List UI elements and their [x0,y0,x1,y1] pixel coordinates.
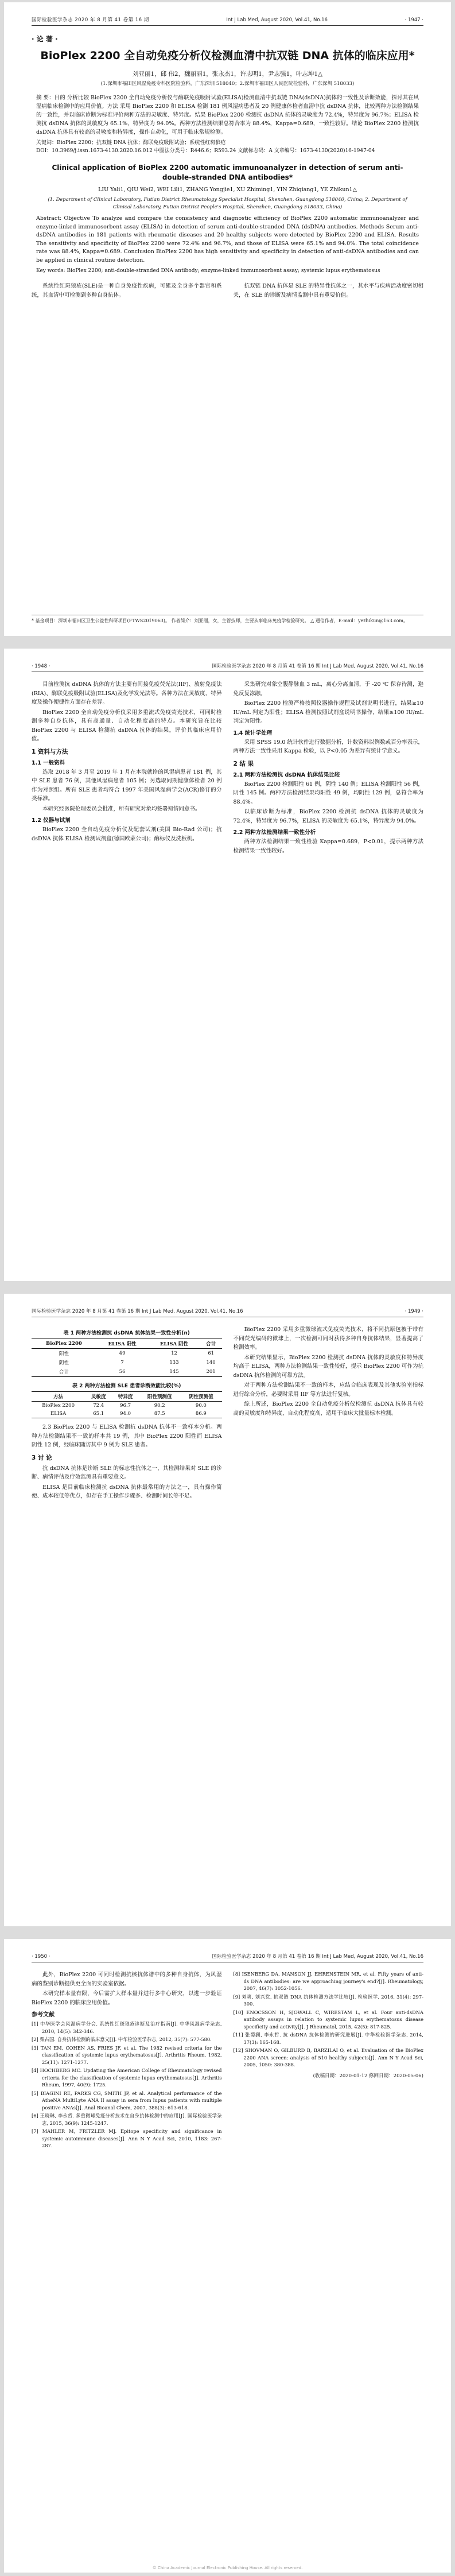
reference-item: [3] TAN EM, COHEN AS, FRIES JF, et al. The 1982 revised criteria for the classification of systemic lupus erythematosus[J]. Arthritis Rheum, 1982, 25(11): 1271-1277. [32,2044,222,2065]
body-paragraph: BioPlex 2200 检测严格按照仪器操作规程及试剂说明书进行，结果≥10 IU/mL 判定为阳性；ELISA 检测按照试剂盒说明书操作，结果≥100 IU/mL 判定为阳性。 [233,700,423,724]
keywords-en: Key words: BioPlex 2200; anti-double-stranded DNA antibody; enzyme-linked immunosorbent assay; systemic lupus erythematosus [36,268,380,274]
heading-results: 2 结 果 [233,760,254,767]
table-cell: 7 [120,1360,124,1365]
table-cell: 90.0 [195,1403,207,1409]
references-list [234,1970,424,2069]
table-cell: 阴性 [59,1360,69,1366]
page-header [32,16,423,26]
table-cell: 56 [96,1367,148,1377]
body-paragraph: BioPlex 2200 全自动免疫分析仪采用多重流式免疫荧光技术，可同时检测多种自身抗体，具有高通量、自动化程度高的特点。本研究旨在比较 BioPlex 2200 与 ELISA 检测抗 dsDNA 抗体的结果，评价其临床应用价值。 [32,709,222,742]
affiliation-cn: (1.深圳市福田区风湿免疫专科医院检验科，广东深圳 518040；2.深圳市福田区人民医院检验科，广东深圳 518033) [100,81,355,87]
heading-methods: 1 资料与方法 [32,748,68,755]
table-1-caption: 表 1 两种方法检测抗 dsDNA 抗体结果一致性分析(n) [63,1330,190,1336]
table-cell: ELISA [32,1410,85,1418]
authors-en: LIU Yali1, QIU Wei2, WEI Lili1, ZHANG Yongjie1, XU Zhiming1, YIN Zhiqiang1, YE Zhikun1△ [98,187,357,193]
body-paragraph: 本研究经医院伦理委员会批准，所有研究对象均签署知情同意书。 [42,805,201,812]
reference-item: [12] SHOVMAN O, GILBURD B, BARZILAI O, et al. Evaluation of the BioPlex 2200 ANA screen: analysis of 510 healthy subjects[J]. Ann N Y Acad Sci, 2005, 1050: 380-388. [233,2047,423,2067]
body-paragraph: 采用 SPSS 19.0 统计软件进行数据分析，计数资料以例数或百分率表示，两种方法一致性采用 Kappa 检验，以 P<0.05 为差异有统计学意义。 [233,739,423,754]
section-tag: · 论 著 · [32,35,58,43]
header-journal-en: Int J Lab Med, August 2020, Vol.41, No.16 [226,17,328,23]
table-cell: 阳性 [59,1351,69,1357]
body-paragraph: BioPlex 2200 采用多重微球流式免疫荧光技术，将不同抗原包被于带有不同荧光编码的微球上，一次检测可同时获得多种自身抗体结果，显著提高了检测效率。 [233,1326,423,1351]
body-paragraph: 此外，BioPlex 2200 可同时检测抗核抗体谱中的多种自身抗体，为风湿病的鉴别诊断提供更全面的实验室依据。 [32,1972,222,1987]
intro-right-column [234,282,424,301]
table-header-cell: 阳性预测值 [139,1392,180,1402]
document [0,2,455,2573]
keywords-cn: 关键词：BioPlex 2200；抗双链 DNA 抗体；酶联免疫吸附试验；系统性红斑狼疮 [36,140,226,146]
reference-item: [5] BIAGINI RE, PARKS CG, SMITH JP, et al. Analytical performance of the AtheNA MultiLyte ANA II assay in sera from lupus patients with multiple positive ANAs[J]. Anal Bioanal Chem, 2007, 388(3): 613-618. [32,2090,222,2111]
page-4 [4,1939,451,2573]
right-column [234,1970,424,2151]
copyright-watermark: © China Academic Journal Electronic Publishing House. All rights reserved. [152,2566,303,2570]
table-cell: BioPlex 2200 [42,1403,75,1409]
table-cell: 140 [206,1360,216,1365]
heading-result-1: 2.1 两种方法检测抗 dsDNA 抗体结果比较 [233,771,340,778]
reference-item: [1] 中华医学会风湿病学分会. 系统性红斑狼疮诊断及治疗指南[J]. 中华风湿病学杂志, 2010, 14(5): 342-346. [32,2021,222,2034]
header-journal: 国际检验医学杂志 2020 年 8 月第 41 卷第 16 期 Int J Lab Med, August 2020, Vol.41, No.16 [212,664,423,669]
body-columns [32,1325,423,1502]
page-2 [4,649,451,1281]
body-paragraph: 选取 2018 年 3 月至 2019 年 1 月在本院就诊的风湿病患者 181 例，其中 SLE 患者 76 例，其他风湿病患者 105 例；另选取同期健康体检者 20 例作为对照组。所有 SLE 患者均符合 1997 年美国风湿病学会(ACR)修订的分类标准。 [32,769,222,802]
heading-result-2: 2.2 两种方法检测结果一致性分析 [233,829,316,836]
page-number: · 1949 · [405,1309,423,1314]
table-row [32,1367,222,1377]
left-column [32,1325,222,1502]
table-2-caption: 表 2 两种方法检测 SLE 患者诊断效能比较(%) [72,1383,181,1389]
page-3 [4,1294,451,1926]
table-header-cell: ELISA 阳性 [96,1339,148,1349]
body-paragraph: 两种方法检测结果一致性检验 Kappa=0.689，P<0.01，提示两种方法检测结果一致性较好。 [233,839,423,854]
reference-item: [2] 栗占国. 自身抗体检测的临床意义[J]. 中华检验医学杂志, 2012, 35(7): 577-580. [32,2036,212,2042]
reference-item: [6] 王晓琳, 李永哲. 多重微球免疫分析技术在自身抗体检测中的应用[J]. 国际检验医学杂志, 2015, 36(9): 1245-1247. [32,2113,222,2126]
table-1 [32,1339,222,1377]
body-paragraph: 以临床诊断为标准，BioPlex 2200 检测抗 dsDNA 抗体的灵敏度为 72.4%，特异度为 96.7%，ELISA 的灵敏度为 65.1%，特异度为 94.0%。 [233,809,423,824]
body-paragraph: 2.3 BioPlex 2200 与 ELISA 检测抗 dsDNA 抗体不一致样本分析。两种方法检测结果不一致的样本共 19 例，其中 BioPlex 2200 阳性而 ELISA 阴性 12 例，经临床随访其中 9 例为 SLE 患者。 [32,1424,222,1448]
page-header [32,1953,423,1962]
footnote: * 基金项目：深圳市福田区卫生公益性科研项目(FTWS2019063)。 作者简介：刘亚丽，女，主管技师，主要从事临床免疫学检验研究。 △ 通信作者，E-mail：yezhikun@163.com。 [32,615,423,624]
table-2 [32,1391,222,1418]
page-number: · 1950 · [32,1954,50,1960]
intro-paragraph: 系统性红斑狼疮(SLE)是一种自身免疫性疾病，可累及全身多个器官和系统，其血清中可检测到多种自身抗体。 [32,283,222,298]
table-header-cell: BioPlex 2200 [32,1339,96,1349]
table-cell: 201 [200,1367,222,1377]
body-paragraph: 采集研究对象空腹静脉血 3 mL，离心分离血清，于 -20 ℃ 保存待测，避免反复冻融。 [233,681,423,697]
table-cell: 133 [169,1360,179,1365]
reference-item: [8] ISENBERG DA, MANSON JJ, EHRENSTEIN MR, et al. Fifty years of anti-ds DNA antibodies: are we approaching journey's end?[J]. Rheumatology, 2007, 46(7): 1052-1056. [233,1971,423,1991]
references-heading: 参考文献 [32,2012,55,2018]
left-column [32,680,222,856]
reference-item: [4] HOCHBERG MC. Updating the American College of Rheumatology revised criteria for the classification of systemic lupus erythematosus[J]. Arthritis Rheum, 1997, 40(9): 1725. [32,2067,222,2088]
table-row [32,1358,222,1367]
table-header-cell: 特异度 [112,1392,139,1402]
references-list [32,2020,222,2150]
article-title-cn: BioPlex 2200 全自动免疫分析仪检测血清中抗双链 DNA 抗体的临床应用* [40,49,415,62]
table-cell: 145 [148,1367,200,1377]
abstract-en: Abstract: Objective To analyze and compare the consistency and diagnostic efficiency of BioPlex 2200 automatic immunoanalyzer and enzyme-linked immunosorbent assay (ELISA) in detection of serum anti-double-stranded DNA (dsDNA) antibodies. Methods Serum anti-dsDNA antibodies in 181 patients with rheumatic diseases and 20 healthy subjects were detected by BioPlex 2200 and ELISA. Results The sensitivity and specificity of BioPlex 2200 were 72.4% and 96.7%, and those of ELISA were 65.1% and 94.0%. The total coincidence rate was 88.4%, Kappa=0.689. Conclusion BioPlex 2200 has high sensitivity and specificity in detection of anti-dsDNA antibodies and can be applied in clinical routine detection. [36,215,419,263]
header-journal: 国际检验医学杂志 2020 年 8 月第 41 卷第 16 期 Int J Lab Med, August 2020, Vol.41, No.16 [212,1954,423,1960]
header-journal: 国际检验医学杂志 2020 年 8 月第 41 卷第 16 期 Int J Lab Med, August 2020, Vol.41, No.16 [32,1309,243,1314]
table-cell: 94.0 [112,1410,139,1418]
table-header-cell: ELISA 阴性 [148,1339,200,1349]
body-paragraph: BioPlex 2200 检测阳性 61 例，阴性 140 例；ELISA 检测阳性 56 例，阴性 145 例。两种方法检测结果均阳性 49 例，均阴性 129 例，总符合率为 88.4%。 [233,781,423,805]
body-paragraph: BioPlex 2200 全自动免疫分析仪及配套试剂(美国 Bio-Rad 公司)；抗 dsDNA 抗体 ELISA 检测试剂盒(德国欧蒙公司)；酶标仪及洗板机。 [32,827,222,842]
article-title-en: Clinical application of BioPlex 2200 automatic immunoanalyzer in detection of serum anti-double-stranded DNA antibodies* [52,164,403,181]
table-cell: 12 [171,1351,177,1356]
left-column [32,1970,222,2151]
table-cell: 65.1 [85,1410,112,1418]
page-number: · 1947 · [405,17,423,23]
body-paragraph: 综上所述，BioPlex 2200 全自动免疫分析仪检测抗 dsDNA 抗体具有较高的灵敏度和特异度，自动化程度高，适用于临床大批量标本检测。 [233,1401,423,1417]
table-row [32,1349,222,1359]
heading-subjects: 1.1 一般资料 [32,759,65,766]
received-date: (收稿日期：2020-01-12 修回日期：2020-05-06) [313,2073,423,2079]
table-cell: 96.7 [120,1403,131,1409]
reference-item: [7] MAHLER M, FRITZLER MJ. Epitope specificity and significance in systemic autoimmune diseases[J]. Ann N Y Acad Sci, 2010, 1183: 267-287. [32,2128,222,2148]
table-cell: 合计 [32,1367,96,1377]
page-number: · 1948 · [32,664,50,669]
intro-left-column [32,282,222,301]
table-cell: 86.9 [180,1410,221,1418]
body-paragraph: 本研究样本量有限，今后需扩大样本量并进行多中心研究，以进一步验证 BioPlex 2200 的临床应用价值。 [32,1991,222,2006]
table-header-cell: 阴性预测值 [180,1392,221,1402]
table-header-cell: 灵敏度 [85,1392,112,1402]
body-paragraph: 目前检测抗 dsDNA 抗体的方法主要有间接免疫荧光法(IIF)、放射免疫法(RIA)、酶联免疫吸附试验(ELISA)及化学发光法等。各种方法在灵敏度、特异度及操作便捷性方面存在差异。 [32,681,222,705]
abstract-cn: 摘 要：目的 分析比较 BioPlex 2200 全自动免疫分析仪与酶联免疫吸附试验(ELISA)检测血清中抗双链 DNA(dsDNA)抗体的一致性及诊断效能，探讨其在风湿病临床检测中的应用价值。方法 采用 BioPlex 2200 和 ELISA 检测 181 例风湿病患者及 20 例健康体检者血清中抗 dsDNA 抗体，比较两种方法检测结果的一致性，并以临床诊断为标准评价两种方法的灵敏度、特异度。结果 BioPlex 2200 检测抗 dsDNA 抗体的灵敏度为 72.4%，特异度为 96.7%；ELISA 检测抗 dsDNA 抗体的灵敏度为 65.1%，特异度为 94.0%。两种方法检测结果总符合率为 88.4%，Kappa=0.689，一致性较好。结论 BioPlex 2200 检测抗 dsDNA 抗体具有较高的灵敏度和特异度，操作自动化，可用于临床常规检测。 [36,95,419,135]
body-columns [32,1970,423,2151]
body-paragraph: 本研究结果显示，BioPlex 2200 检测抗 dsDNA 抗体的灵敏度和特异度均高于 ELISA，两种方法检测结果一致性较好，提示 BioPlex 2200 可作为抗 dsDNA 抗体检测的可靠方法。 [233,1354,423,1379]
heading-discussion: 3 讨 论 [32,1454,52,1461]
page-header [32,1308,423,1317]
authors-cn: 刘亚丽1，邱 伟2，魏丽丽1，张永杰1，许志明1，尹志强1，叶志坤1△ [132,71,323,77]
page-1 [4,2,451,636]
body-columns [32,680,423,856]
header-journal: 国际检验医学杂志 2020 年 8 月第 41 卷第 16 期 [32,17,149,23]
reference-item: [11] 张蜀澜, 李永哲. 抗 dsDNA 抗体检测的研究进展[J]. 中华检验医学杂志, 2014, 37(3): 165-168. [233,2032,423,2045]
heading-statistics: 1.4 统计学处理 [233,730,273,736]
table-cell: 61 [208,1351,215,1356]
doi-line: DOI：10.3969/j.issn.1673-4130.2020.16.012 中图法分类号：R446.6；R593.24 文献标志码：A 文章编号：1673-4130(2020)16-1947-04 [36,148,375,154]
body-paragraph: 对于两种方法检测结果不一致的样本，应结合临床表现及其他实验室指标进行综合分析，必要时采用 IIF 等方法进行复核。 [233,1382,423,1398]
right-column [234,680,424,856]
intro-paragraph: 抗双链 DNA 抗体是 SLE 的特异性抗体之一，其水平与疾病活动度密切相关，在 SLE 的诊断及病情监测中具有重要价值。 [233,283,423,298]
table-row [32,1402,222,1410]
table-header-cell: 方法 [32,1392,85,1402]
table-cell: 49 [119,1351,126,1356]
table-header-cell: 合计 [200,1339,222,1349]
table-cell: 87.5 [139,1410,180,1418]
right-column [234,1325,424,1502]
reference-item: [9] 刘爽, 刘兴党. 抗双链 DNA 抗体检测方法学比较[J]. 检验医学, 2016, 31(4): 297-300. [233,1993,423,2007]
table-row [32,1410,222,1418]
table-cell: 72.4 [93,1403,104,1409]
body-paragraph: 抗 dsDNA 抗体是诊断 SLE 的标志性抗体之一，其检测结果对 SLE 的诊断、病情评估及疗效监测具有重要意义。 [32,1465,222,1480]
page-header [32,662,423,672]
table-cell: 90.2 [154,1403,165,1409]
heading-instruments: 1.2 仪器与试剂 [32,817,71,824]
affiliation-en: (1. Department of Clinical Laboratory, Futian District Rheumatology Specialist Hospital, Shenzhen, Guangdong 518040, China; 2. Department of Clinical Laboratory, Futian District People's Hospital, Shenzhen, Guangdong 518033, China) [48,197,407,210]
intro-columns [32,282,423,301]
body-paragraph: ELISA 是目前临床检测抗 dsDNA 抗体最常用的方法之一，具有操作简便、成本较低等优点，但存在手工操作步骤多、检测时间长等不足。 [32,1484,222,1499]
reference-item: [10] ENOCSSON H, SJOWALL C, WIRESTAM L, et al. Four anti-dsDNA antibody assays in relation to systemic lupus erythematosus disease specificity and activity[J]. J Rheumatol, 2015, 42(5): 817-825. [233,2009,423,2030]
